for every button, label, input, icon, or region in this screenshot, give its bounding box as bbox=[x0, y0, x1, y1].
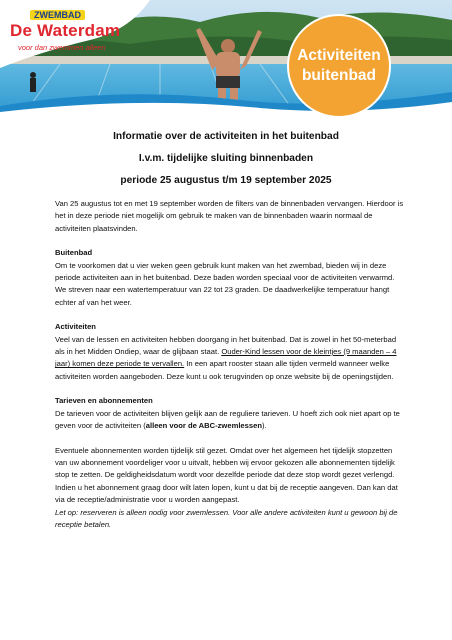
document-body bbox=[55, 198, 405, 531]
logo-main-text: De Waterdam bbox=[10, 21, 121, 40]
buitenbad-paragraph: Om te voorkomen dat u vier weken geen gebruik kunt maken van het zwembad, bieden wij in deze periode activiteiten aan in het buitenbad. Deze baden worden speciaal voor de activiteiten verwarmd. We streven naar een watertemperatuur van 22 tot 23 graden. De daadwerkelijke temperatuur hangt echter af van het weer. bbox=[55, 260, 395, 307]
ouder-kind-notice: Ouder-Kind lessen voor de kleintjes (9 maanden – 4 jaar) komen deze periode te vervallen. bbox=[55, 347, 397, 369]
section-heading-buitenbad: Buitenbad bbox=[55, 248, 93, 258]
activiteiten-badge bbox=[287, 14, 391, 118]
badge-line-2: buitenbad bbox=[301, 67, 377, 84]
reservation-note: Let op: reserveren is alleen nodig voor zwemlessen. Voor alle andere activiteiten kunt u gewoon bij de receptie betalen. bbox=[55, 507, 398, 529]
tarieven-paragraph bbox=[55, 408, 405, 433]
title-line-1: Informatie over de activiteiten in het buitenbad bbox=[113, 131, 339, 142]
abc-zwemlessen-note: alleen voor de ABC-zwemlessen bbox=[145, 421, 262, 431]
abonnementen-paragraph: Eventuele abonnementen worden tijdelijk stil gezet. Omdat over het algemeen het tijdelijk stopzetten van uw abonnement voordeliger voor u uitvalt, hebben wij ervoor gekozen alle abonnementen tijdelijk stop te zetten. De geldigheidsdatum wordt voor dezelfde periode dat deze stop wordt gezet verlengd. Indien u het abonnement graag door wilt laten lopen, kunt u dat bij de receptie aangeven. Dan kan dat via de receptie/administratie voor u worden aangepast. bbox=[55, 445, 398, 505]
tarieven-text-2: ). bbox=[261, 421, 267, 431]
activiteiten-paragraph bbox=[55, 334, 405, 384]
activiteiten-text-2: In een apart rooster staan alle tijden vermeld wanneer welke activiteiten worden aangeboden. Deze kunt u ook terugvinden op onze website bij de openingstijden. bbox=[55, 359, 394, 381]
title-line-3: periode 25 augustus t/m 19 september 2025 bbox=[120, 175, 332, 186]
section-heading-tarieven: Tarieven en abonnementen bbox=[55, 396, 153, 406]
tarieven-text-1: De tarieven voor de activiteiten blijven gelijk aan de reguliere tarieven. U hoeft zich ook niet apart op te geven voor de activiteiten ( bbox=[55, 408, 400, 431]
logo-top-text: ZWEMBAD bbox=[30, 10, 85, 20]
section-heading-activiteiten: Activiteiten bbox=[55, 322, 96, 332]
logo bbox=[4, 2, 121, 64]
header-banner bbox=[0, 0, 452, 120]
person-left-figure bbox=[30, 72, 36, 92]
intro-paragraph: Van 25 augustus tot en met 19 september worden de filters van de binnenbaden vervangen. Hierdoor is het in deze periode niet mogelijk om gebruik te maken van de binnenbaden waarin normaal de activiteiten plaatsvinden. bbox=[55, 199, 404, 233]
badge-line-1: Activiteiten bbox=[297, 47, 381, 64]
logo-tagline: voor dan zwemmen alleen bbox=[18, 43, 106, 52]
title-line-2: I.v.m. tijdelijke sluiting binnenbaden bbox=[138, 153, 314, 164]
activiteiten-text-1: Veel van de lessen en activiteiten hebben doorgang in het buitenbad. Dat is zowel in het 50-meterbad als in het Midden Ondiep, waar de glijbaan staat. bbox=[55, 334, 397, 357]
